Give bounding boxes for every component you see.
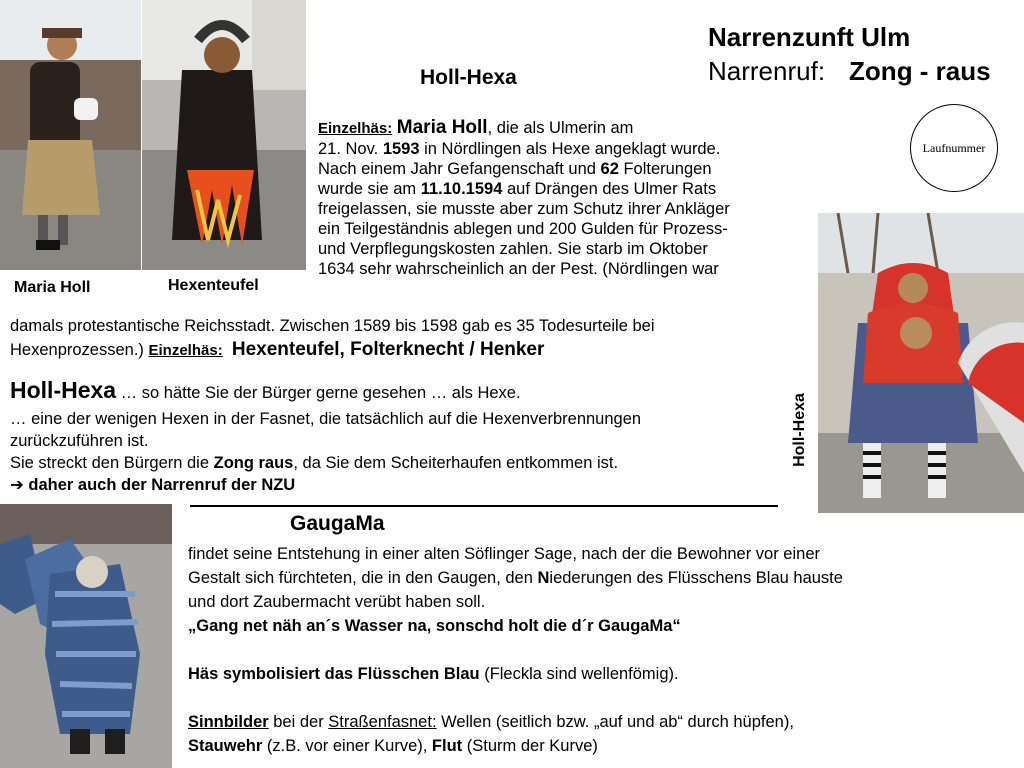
einzelhaes-label-2: Einzelhäs: (148, 342, 223, 359)
text-segment: Gestalt sich fürchteten, die in den Gaugen, den (188, 569, 538, 587)
spacer (188, 638, 843, 662)
text-segment: Wellen (seitlich bzw. „auf und ab“ durch hüpfen), (436, 713, 794, 731)
narrenruf-value: Zong - raus (849, 56, 991, 86)
text-bold-underline: Sinnbilder (188, 713, 269, 731)
text-bold: Flut (431, 737, 463, 755)
holl-hexa-text (318, 118, 730, 279)
text-segment: (Sturm der Kurve) (462, 737, 598, 755)
photo-maria-holl (0, 0, 141, 270)
text-segment: Sie streckt den Bürgern die (10, 454, 214, 472)
gaugama-text (188, 542, 843, 758)
text-segment: in Nördlingen als Hexe angeklagt wurde. (419, 140, 721, 158)
text-line (10, 474, 641, 496)
text-line: 1634 sehr wahrscheinlich an der Pest. (Nördlingen war (318, 260, 719, 278)
text-bold: N (537, 569, 550, 587)
narrenruf (708, 56, 991, 87)
text-line (10, 452, 641, 474)
text-line (188, 734, 843, 758)
text-line: zurückzuführen ist. (10, 432, 149, 450)
text-segment: daher auch der Narrenruf der NZU (23, 476, 296, 494)
text-segment: iederungen des Flüsschens Blau hauste (549, 569, 843, 587)
text-line (318, 139, 730, 159)
holl-hexa-description (10, 376, 641, 496)
einzelhaes-label: Einzelhäs: (318, 120, 393, 137)
club-name: Narrenzunft Ulm (708, 22, 911, 52)
desc-head-rest: … so hätte Sie der Bürger gerne gesehen … als Hexe. (116, 384, 521, 402)
photo-gaugama (0, 504, 172, 768)
text-segment: (Fleckla sind wellenfömig). (479, 665, 679, 683)
text-line: … eine der wenigen Hexen in der Fasnet, die tatsächlich auf die Hexenverbrennungen (10, 410, 642, 428)
section-divider (190, 505, 778, 507)
text-bold: 62 (600, 160, 619, 178)
text-line (188, 566, 843, 590)
holl-hexa-text-cont (10, 314, 655, 363)
text-segment: , da Sie dem Scheiterhaufen entkommen ist. (293, 454, 619, 472)
text-line: damals protestantische Reichsstadt. Zwischen 1589 bis 1598 gab es 35 Todesurteile bei (10, 317, 655, 335)
spacer (188, 686, 843, 710)
text-bold: Häs symbolisiert das Flüsschen Blau (188, 665, 480, 683)
arrow-icon: ➔ (10, 476, 24, 494)
photo-hexenteufel (142, 0, 306, 270)
text-line (318, 179, 730, 199)
side-label-holl-hexa: Holl-Hexa (791, 393, 808, 467)
text-line: ein Teilgeständnis ablegen und 200 Gulden für Prozess- (318, 220, 728, 238)
text-segment: Hexenprozessen.) (10, 341, 149, 359)
text-segment: Nach einem Jahr Gefangenschaft und (318, 160, 601, 178)
text-line (188, 662, 843, 686)
text-line: freigelassen, sie musste aber zum Schutz ihrer Ankläger (318, 200, 730, 218)
text-segment: (z.B. vor einer Kurve), (262, 737, 432, 755)
text-line (318, 159, 730, 179)
text-line: und Verpflegungskosten zahlen. Sie starb im Oktober (318, 240, 708, 258)
text-bold: 11.10.1594 (420, 180, 503, 198)
text-segment: Folterungen (618, 160, 712, 178)
text-segment: auf Drängen des Ulmer Rats (502, 180, 717, 198)
text-line (188, 710, 843, 734)
laufnummer-label: Laufnummer (922, 140, 986, 155)
narrenruf-label: Narrenruf: (708, 56, 826, 86)
text-segment: , die als Ulmerin am (487, 119, 634, 137)
text-segment: wurde sie am (318, 180, 421, 198)
desc-head-bold: Holl-Hexa (10, 377, 117, 403)
section-title-gaugama: GaugaMa (290, 512, 385, 535)
laufnummer-circle (910, 104, 998, 192)
text-bold: Stauwehr (188, 737, 263, 755)
text-line: findet seine Entstehung in einer alten Söflinger Sage, nach der die Bewohner vor einer (188, 545, 820, 563)
text-line (318, 118, 730, 139)
text-bold: Zong raus (213, 454, 294, 472)
text-line (10, 376, 641, 408)
text-line: „Gang net näh an´s Wasser na, sonschd holt die d´r GaugaMa“ (188, 617, 681, 635)
text-line: und dort Zaubermacht verübt haben soll. (188, 593, 486, 611)
einzelhaes-name: Maria Holl (396, 117, 488, 138)
text-segment: bei der (268, 713, 329, 731)
section-title-holl-hexa: Holl-Hexa (420, 66, 517, 89)
text-bold: 1593 (382, 140, 420, 158)
caption-maria-holl: Maria Holl (14, 279, 91, 296)
einzelhaes-value-2: Hexenteufel, Folterknecht / Henker (231, 339, 545, 360)
text-underline: Straßenfasnet: (328, 713, 437, 731)
text-line (10, 338, 655, 363)
photo-holl-hexa (818, 213, 1024, 513)
caption-hexenteufel: Hexenteufel (168, 277, 259, 294)
text-segment: 21. Nov. (318, 140, 383, 158)
